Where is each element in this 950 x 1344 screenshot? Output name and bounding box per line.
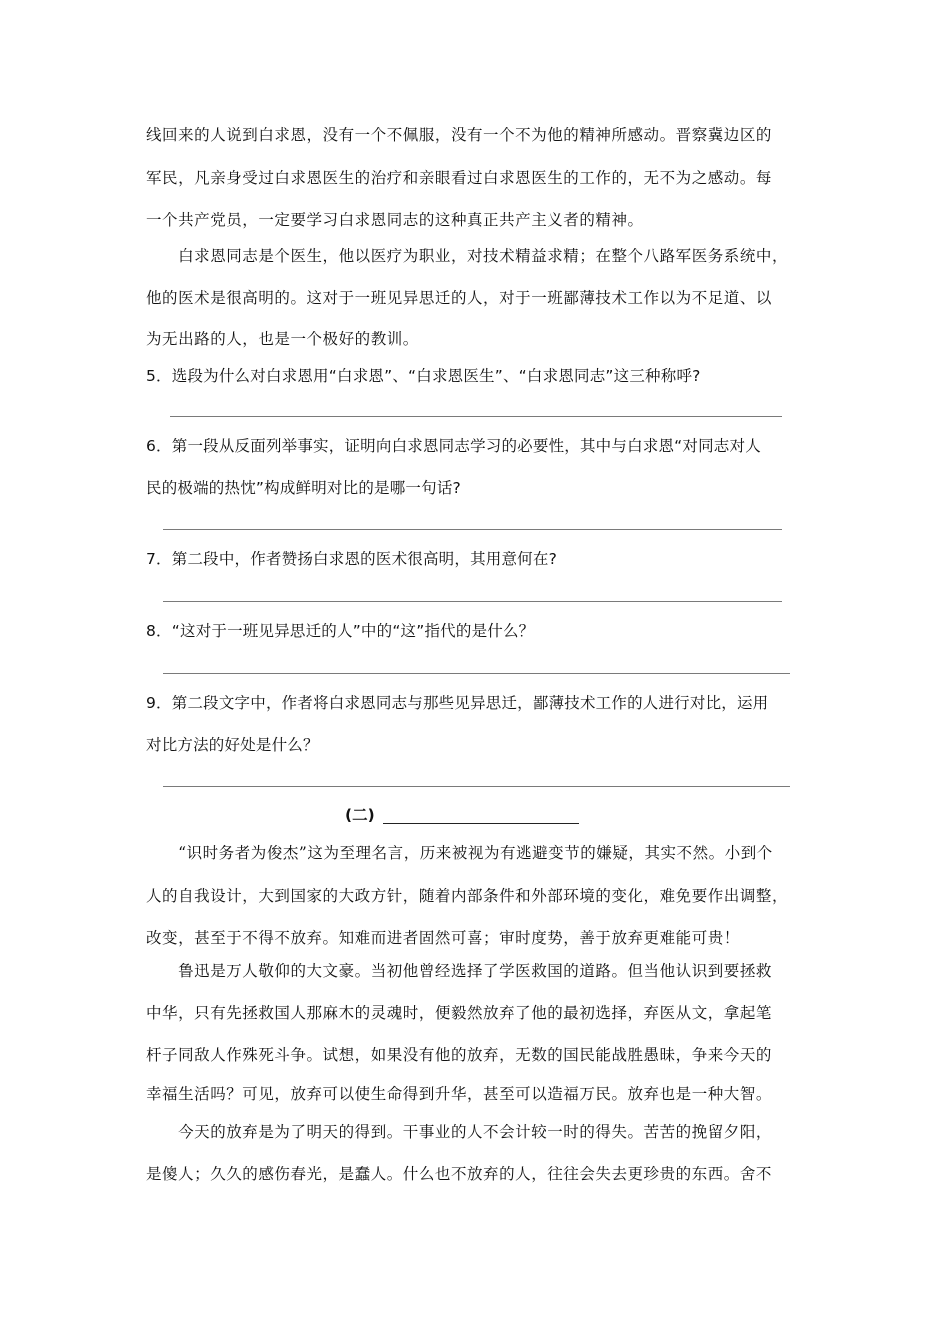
section-title: (二): [345, 806, 375, 824]
passage1-line-1: 线回来的人说到白求恩，没有一个不佩服，没有一个不为他的精神所感动。晋察冀边区的: [146, 126, 772, 144]
question-6-line-2: 民的极端的热忱”构成鲜明对比的是哪一句话?: [146, 479, 461, 497]
question-7: 7．第二段中，作者赞扬白求恩的医术很高明，其用意何在?: [146, 550, 557, 568]
question-9-line-1: 9．第二段文字中，作者将白求恩同志与那些见异思迁，鄙薄技术工作的人进行对比，运用: [146, 694, 769, 712]
question-8: 8．“这对于一班见异思迁的人”中的“这”指代的是什么？: [146, 622, 535, 640]
answer-line-8[interactable]: [163, 673, 790, 674]
passage2-line-7: 幸福生活吗？可见，放弃可以使生命得到升华，甚至可以造福万民。放弃也是一种大智。: [146, 1085, 772, 1103]
passage2-line-9: 是傻人；久久的感伤春光，是蠢人。什么也不放弃的人，往往会失去更珍贵的东西。舍不: [146, 1165, 772, 1183]
passage2-line-1: “识时务者为俊杰”这为至理名言，历来被视为有逃避变节的嫌疑，其实不然。小到个: [146, 844, 773, 862]
answer-line-5[interactable]: [170, 416, 782, 417]
section-title-blank[interactable]: [383, 823, 579, 824]
passage1-line-2: 军民，凡亲身受过白求恩医生的治疗和亲眼看过白求恩医生的工作的，无不为之感动。每: [146, 169, 772, 187]
answer-line-9[interactable]: [163, 786, 790, 787]
question-5: 5．选段为什么对白求恩用“白求恩”、“白求恩医生”、“白求恩同志”这三种称呼?: [146, 367, 701, 385]
passage2-line-5: 中华，只有先拯救国人那麻木的灵魂时，便毅然放弃了他的最初选择，弃医从文，拿起笔: [146, 1004, 772, 1022]
answer-line-7[interactable]: [163, 601, 782, 602]
passage1-line-4: 白求恩同志是个医生，他以医疗为职业，对技术精益求精；在整个八路军医务系统中，: [146, 247, 789, 265]
passage1-line-3: 一个共产党员，一定要学习白求恩同志的这种真正共产主义者的精神。: [146, 211, 644, 229]
question-9-line-2: 对比方法的好处是什么？: [146, 736, 319, 754]
passage2-line-8: 今天的放弃是为了明天的得到。干事业的人不会计较一时的得失。苦苦的挽留夕阳，: [146, 1123, 772, 1141]
answer-line-6[interactable]: [163, 529, 782, 530]
passage2-line-2: 人的自我设计，大到国家的大政方针，随着内部条件和外部环境的变化，难免要作出调整，: [146, 887, 789, 905]
passage2-line-3: 改变，甚至于不得不放弃。知难而进者固然可喜；审时度势，善于放弃更难能可贵！: [146, 929, 740, 947]
passage1-line-6: 为无出路的人，也是一个极好的教训。: [146, 330, 419, 348]
passage2-line-6: 杆子同敌人作殊死斗争。试想，如果没有他的放弃，无数的国民能战胜愚昧，争来今天的: [146, 1046, 772, 1064]
passage1-line-5: 他的医术是很高明的。这对于一班见异思迁的人，对于一班鄙薄技术工作以为不足道、以: [146, 289, 772, 307]
passage2-line-4: 鲁迅是万人敬仰的大文豪。当初他曾经选择了学医救国的道路。但当他认识到要拯救: [146, 962, 772, 980]
question-6-line-1: 6．第一段从反面列举事实，证明向白求恩同志学习的必要性，其中与白求恩“对同志对人: [146, 437, 761, 455]
